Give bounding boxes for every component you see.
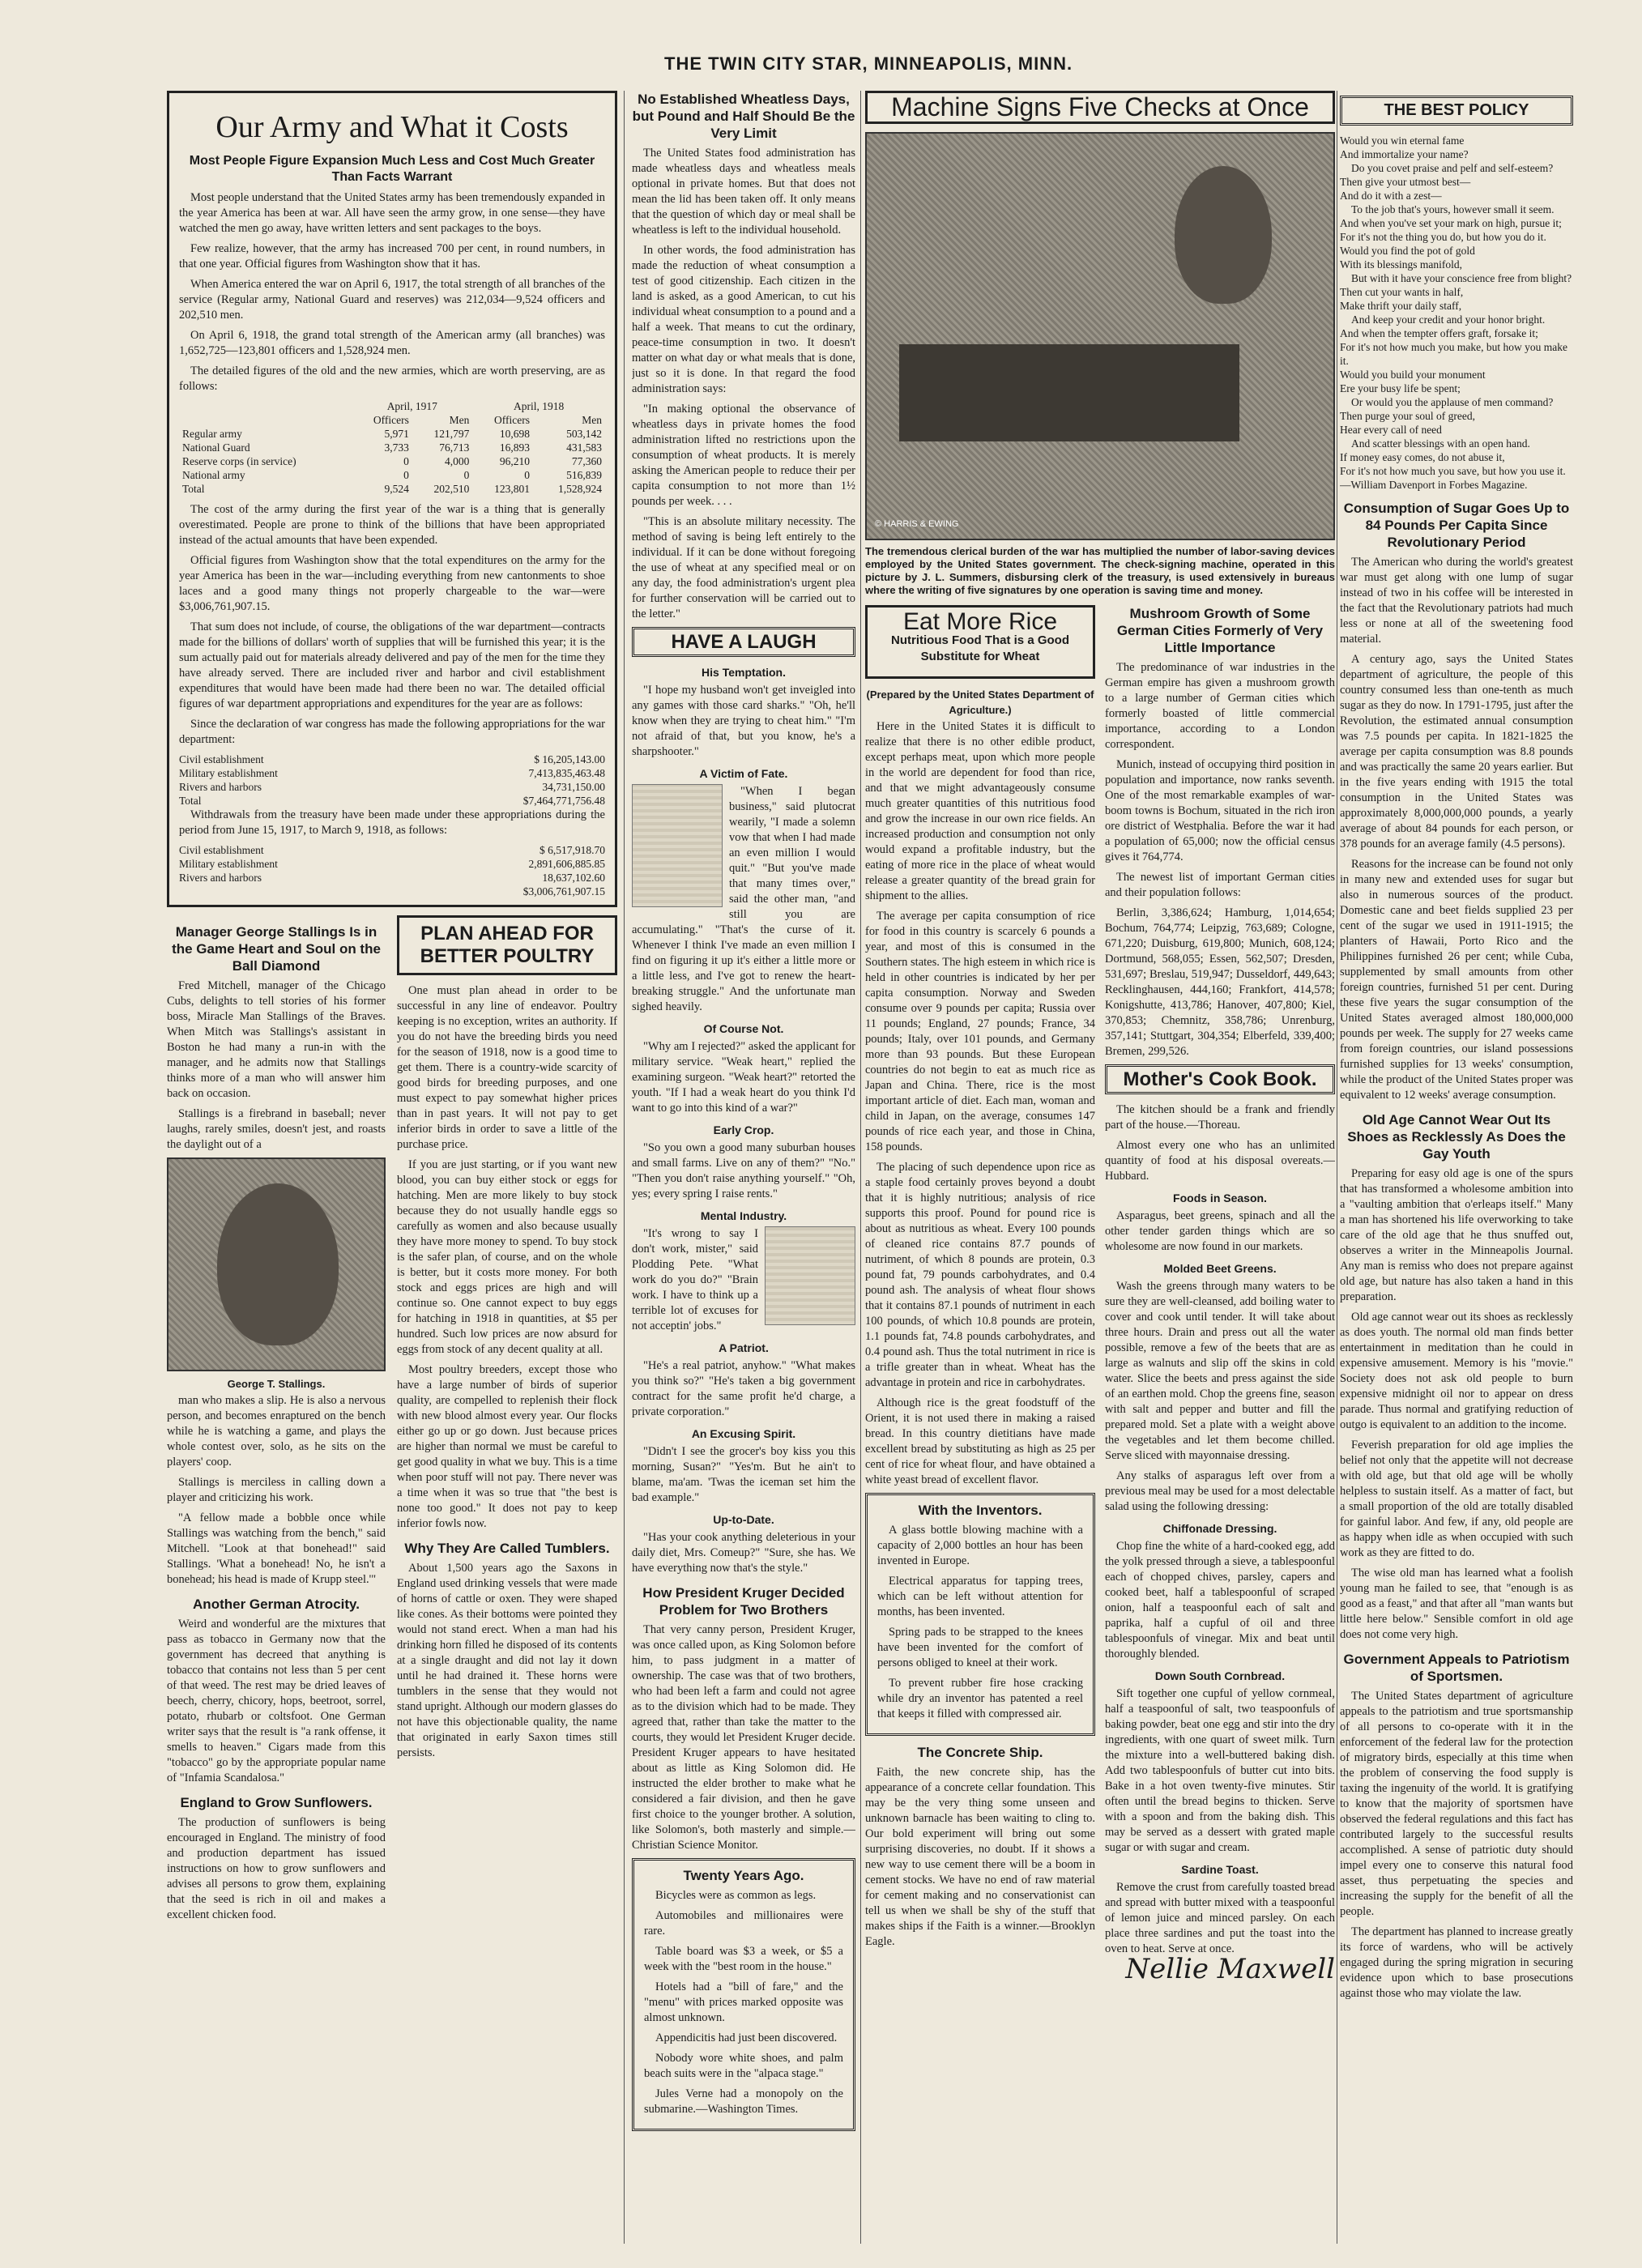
table-cell: 0: [403, 455, 409, 467]
concrete-headline: The Concrete Ship.: [917, 1745, 1043, 1760]
army-paragraph: Withdrawals from the treasury have been made under these appropriations during the period from June 15, 1917, to March 9, 1918, as follows:: [179, 808, 605, 837]
poem-line: Then purge your soul of greed,: [1340, 410, 1475, 422]
table-cell: 0: [463, 469, 470, 481]
twenty-years-box: [632, 1858, 855, 2131]
policy-poem: [1340, 134, 1573, 492]
poem-line: For it's not how much you save, but how you use it.: [1340, 465, 1566, 477]
column-4: [1340, 91, 1573, 2252]
army-paragraph: When America entered the war on April 6, 1917, the total strength of all branches of the service (Regular army, National Guard and reserves) was 212,034—9,524 officers and 202,510 men.: [179, 278, 605, 322]
recipe-text: Wash the greens through many waters to be sure they are well-cleansed, add boiling water to cover and cook until tender. It will take about three hours. Drain and press out all the water possible, remove a few of the beets that are as large as walnuts and slip off the skins in cold water. Slice the beets and press against the side of an earthen mold. Chop the greens fine, season with salt and pepper and butter and fill the prepared mold. Set a plate with a weight above the vegetables and let them become chilled. Serve sliced with mayonnaise dressing.: [1105, 1280, 1335, 1462]
joke-title: His Temptation.: [702, 666, 786, 679]
inventors-paragraph: Spring pads to be strapped to the knees have been invented for the comfort of persons obliged to kneel at their work.: [877, 1626, 1083, 1669]
table-row: [179, 482, 605, 496]
appropriations-list: [179, 752, 605, 808]
cookbook-headline: Mother's Cook Book.: [1123, 1068, 1317, 1090]
sunflowers-paragraph: The production of sunflowers is being encouraged in England. The ministry of food and production department has issued instructions on how to grow sunflowers and advises all persons to grow them, explaining that the seed is rich in oil and makes a excellent chicken food.: [167, 1816, 386, 1921]
sportsmen-headline: Government Appeals to Patriotism of Sportsmen.: [1343, 1652, 1570, 1684]
rice-paragraph: Although rice is the great foodstuff of the Orient, it is not used there in making a raised bread. In this country dietitians have made excellent bread by substituting as high as 25 per cent of rice for wheat flour, and have obtained a white yeast bread of excellent flavor.: [865, 1396, 1095, 1486]
table-cell: 5,971: [384, 428, 409, 440]
poem-line: For it's not how much you make, but how you make it.: [1340, 341, 1568, 367]
stallings-headline: Manager George Stallings Is in the Game Heart and Soul on the Ball Diamond: [172, 924, 381, 974]
poem-line: Would you win eternal fame: [1340, 134, 1465, 147]
list-item: Bicycles were as common as legs.: [655, 1889, 817, 1902]
recipe-title: Down South Cornbread.: [1154, 1669, 1286, 1682]
oldage-paragraph: Preparing for easy old age is one of the spurs that has transformed a wholesome ambition into a "vaulting ambition that o'erleaps itself." Many a man has shortened his life overworking to take care of the old age that he thus snuffed out, observes a writer in the Minneapolis Journal. Any man is remiss who does not prepare against old age, but nature has also taken a hand in this preparation.: [1340, 1167, 1573, 1303]
rice-headline: Eat More Rice: [902, 608, 1058, 635]
inventors-paragraph: A glass bottle blowing machine with a capacity of 2,000 bottles an hour has been invented in Europe.: [877, 1524, 1083, 1567]
oldage-paragraph: The wise old man has learned what a foolish young man he failed to see, that "enough is as good as a feast," and that after all "man wants but little here below." Sensible comfort in old age does not come very high.: [1340, 1567, 1573, 1641]
table-cell: National Guard: [182, 441, 250, 454]
lower-middle-block: [865, 605, 1335, 1985]
sunflowers-headline: England to Grow Sunflowers.: [180, 1795, 373, 1810]
photo-credit: © HARRIS & EWING: [875, 519, 959, 529]
table-cell: 16,893: [499, 441, 530, 454]
table-header: April, 1918: [514, 400, 565, 412]
portrait-figure: [217, 1183, 339, 1345]
army-paragraph: The cost of the army during the first year of the war is a thing that is generally overestimated. People are prone to think of the billions that have been appropriated instead of the actual amounts that have been expended.: [179, 503, 605, 547]
joke-text: "He's a real patriot, anyhow." "What makes you think so?" "He's taken a big government contract for the same profit he'd charge, a private corporation.": [632, 1359, 855, 1418]
tramp-cartoon: [765, 1226, 855, 1325]
table-cell: 431,583: [566, 441, 602, 454]
poem-line: With its blessings manifold,: [1340, 258, 1462, 271]
list-item: Nobody wore white shoes, and palm beach suits were in the "alpaca stage.": [644, 2052, 843, 2080]
inventors-box: [865, 1493, 1095, 1736]
mushroom-paragraph: Berlin, 3,386,624; Hamburg, 1,014,654; Bochum, 764,774; Leipzig, 763,689; Cologne, 671,220; Duisburg, 619,800; Munich, 608,124; Dortmund, 568,055; Essen, 562,507; Dresden, 531,697; Breslau, 519,947; Dusseldorf, 449,643; Recklinghausen, 444,160; Frankfort, 414,578; Konigshutte, 413,786; Hanover, 407,800; Kiel, 370,853; Chemnitz, 358,786; Unrenburg, 357,141; Stuttgart, 304,354; Elberfeld, 339,400; Bremen, 299,526.: [1105, 906, 1335, 1058]
joke-text: "Why am I rejected?" asked the applicant for military service. "Weak heart," replied the examining surgeon. "Weak heart?" retorted the youth. "If I had a weak heart do you think I'd want to go into this kind of a war?": [632, 1040, 855, 1115]
twenty-headline: Twenty Years Ago.: [683, 1868, 804, 1883]
masthead: THE TWIN CITY STAR, MINNEAPOLIS, MINN.: [664, 53, 1073, 74]
wheatless-paragraph: "This is an absolute military necessity. The method of saving is being left entirely to the individual. If it can be done without foregoing the use of wheat at any specified meal or on any day, the food administration's urgent plea for further conservation will be carried out to the letter.": [632, 515, 855, 620]
poultry-paragraph: Most poultry breeders, except those who have a large number of birds of superior quality, are compelled to replenish their flock with new blood almost every year. Our flocks either go up or go down. Just because prices are higher than normal we must be careful to get good quality in what we buy. This is a time when poor stuff will not pay. There never was a time when it was so true that "the best is none too good." It does not pay to keep inferior fowls now.: [397, 1363, 617, 1530]
table-cell: 516,839: [566, 469, 602, 481]
army-headline: Our Army and What it Costs: [215, 110, 569, 144]
policy-headline: THE BEST POLICY: [1384, 101, 1529, 119]
table-cell: 121,797: [433, 428, 470, 440]
rice-credit: (Prepared by the United States Department of Agriculture.): [866, 688, 1094, 716]
army-paragraph: Most people understand that the United States army has been tremendously expanded in the year America has been at war. All have seen the army grow, in one sense—they have watched the men go away, have written letters and sent packages to the boys.: [179, 191, 605, 235]
sugar-paragraph: The American who during the world's greatest war must get along with one lump of sugar instead of two in his coffee will be interested in the fact that the Revolutionary patriots had much less or none at all of the sweetening food material.: [1340, 556, 1573, 646]
laugh-headline-box: [632, 627, 855, 657]
poultry-paragraph: If you are just starting, or if you want new blood, you can buy either stock or eggs for hatching. Men are more likely to buy stock because they do not usually handle eggs so carefully as women and also because usually they have more money to spend. To buy stock is the safer plan, of course, and on the whole is better, but it costs more money. For both stock and eggs prices are high and will continue so. One cannot expect to buy eggs for hatching in 1918 in quantities, at $5 per hundred. Such low prices are now absurd for eggs from stock of any decent quality at all.: [397, 1158, 617, 1356]
sugar-paragraph: Reasons for the increase can be found not only in many new and extended uses for sugar but also in numerous sources of the product. Domestic cane and beet fields supplied 23 per cent of the sugar we used in 1911-1915; the planters of Hawaii, Porto Rico and the Philippines furnished 26 per cent; while Cuba, supplemented by small amounts from other foreign countries, furnished 51 per cent. During these five years the sugar consumption of the United States averaged almost 180,000,000 pounds per week. The supply for 27 weeks came from foreign countries, our island possessions furnished supplies for 13 weeks' consumption, while the product of the United States proper was equivalent to 12 weeks' average consumption.: [1340, 858, 1573, 1102]
poem-line: If money easy comes, do not abuse it,: [1340, 451, 1505, 463]
kruger-paragraph: That very canny person, President Kruger, was once called upon, as King Solomon before him, to pass judgment in a matter of ownership. The case was that of two brothers, who had been left a farm and could not agree as to the division which had to be made. They agreed that, rather than take the matter to the courts, they would let President Kruger decide. President Kruger appears to have hesitated about as little as King Solomon did. He instructed the elder brother to make what he considered a fair division, and then he gave first choice to the younger brother. A solution, like Solomon's, both masterly and simple.—Christian Science Monitor.: [632, 1623, 855, 1852]
wheatless-headline: No Established Wheatless Days, but Pound and Half Should Be the Very Limit: [632, 92, 855, 141]
table-cell: 0: [524, 469, 530, 481]
recipe-title: Foods in Season.: [1173, 1192, 1267, 1204]
joke-text: "Didn't I see the grocer's boy kiss you this morning, Susan?" "Yes'm. But he ain't to blame, ma'am. 'Twas the iceman set him the bad example.": [632, 1445, 855, 1504]
recipe-text: Chop fine the white of a hard-cooked egg, add the yolk pressed through a sieve, a tablespoonful each of chopped chives, parsley, capers and cooked beet, half a tablespoonful of scraped onion, half a teaspoonful each of salt and paprika, half a cupful of oil and three tablespoonfuls of vinegar. Mix and beat until thoroughly blended.: [1105, 1540, 1335, 1660]
poem-line: For it's not the thing you do, but how you do it.: [1340, 231, 1546, 243]
joke-text: "When I began business," said plutocrat wearily, "I made a solemn vow that when I had made an even million I would quit." "But you've made that many times over," said the other man, "and still you are accumulating." "That's the curse of it. Whenever I think I've made an even million I find on figuring it up it's either a little more or a little less, and I've got to renew the heart-breaking struggle." And the unfortunate man sighed heavily.: [632, 785, 855, 1013]
joke-title: An Excusing Spirit.: [691, 1427, 796, 1440]
tumblers-headline: Why They Are Called Tumblers.: [404, 1541, 610, 1556]
plutocrat-cartoon: [632, 784, 723, 907]
operator-figure: [1175, 166, 1272, 304]
joke-text: "So you own a good many suburban houses and small farms. Live on any of them?" "No." "Then you don't raise anything yourself." "Oh, yes; every spring I raise rents.": [632, 1141, 855, 1200]
column-rule: [860, 91, 861, 2244]
list-item: $3,006,761,907.15: [522, 885, 605, 897]
column-rule: [624, 91, 625, 2244]
recipe-title: Molded Beet Greens.: [1163, 1262, 1277, 1275]
table-header: April, 1917: [386, 400, 437, 412]
poultry-headline-box: [397, 915, 617, 975]
list-item: Civil establishment $ 16,205,143.00: [179, 753, 605, 765]
table-row: [179, 454, 605, 468]
kruger-headline: How President Kruger Decided Problem for Two Brothers: [642, 1585, 845, 1618]
table-cell: Total: [182, 483, 205, 495]
list-item: Appendicitis had just been discovered.: [655, 2031, 838, 2044]
cookbook-quote: Almost every one who has an unlimited quantity of food at his disposal overeats.—Hubbard.: [1105, 1139, 1335, 1183]
sportsmen-paragraph: The department has planned to increase greatly its force of wardens, who will be actively engaged during the spring migration in securing evidence upon which to base prosecutions against those who may violate the law.: [1340, 1925, 1573, 2000]
joke-title: A Victim of Fate.: [699, 767, 788, 780]
oldage-paragraph: Feverish preparation for old age implies the belief not only that the appetite will not decrease with old age, but that old age will be wholly helpless to sustain itself. As a matter of fact, but a small proportion of the old are totally disabled for gainful labor. And few, if any, old people are as happy when idle as when occupied with such work as they are fitted to do.: [1340, 1439, 1573, 1559]
table-row: [179, 427, 605, 441]
army-paragraph: Official figures from Washington show that the total expenditures on the army for the year America has been in the war—including everything from new cantonments to shoe laces and a good many things not properly chargeable to the war—were $3,006,761,907.15.: [179, 554, 605, 613]
joke-title: Early Crop.: [713, 1123, 774, 1136]
table-subheader: [179, 413, 352, 427]
joke-text: "I hope my husband won't get inveigled into any games with those card sharks." "Oh, he'll know when they are trying to cheat him." "I'm not afraid of that, but you know, he's a sharpshooter.": [632, 684, 855, 758]
joke-text: "It's wrong to say I don't work, mister," said Plodding Pete. "What work do you do?" "Brain work. I have to think up a terrible lot of excuses for not acceptin' jobs.": [632, 1227, 758, 1332]
army-paragraph: The detailed figures of the old and the new armies, which are worth preserving, are as follows:: [179, 364, 605, 393]
poem-line: Would you find the pot of gold: [1340, 245, 1475, 257]
machine-caption: The tremendous clerical burden of the war has multiplied the number of labor-saving devices employed by the United States government. The check-signing machine, operated in this picture by J. L. Summers, disbursing clerk of the treasury, is used extensively in bureaus where the writing of five signatures by one operation is saving time and money.: [865, 545, 1335, 596]
oldage-headline: Old Age Cannot Wear Out Its Shoes as Recklessly As Does the Gay Youth: [1347, 1112, 1566, 1162]
machine-headline: Machine Signs Five Checks at Once: [891, 92, 1309, 122]
poultry-column: [397, 915, 617, 1928]
table-header: [179, 399, 352, 413]
poem-line: And when you've set your mark on high, pursue it;: [1340, 217, 1562, 229]
rice-paragraph: Here in the United States it is difficult to realize that there is no other edible product, except perhaps meat, upon which more people in the world are dependent for food than rice, and that we might advantageously consume much greater quantities of this nutritious food and grow the increase in our own rice fields. An increased production and consumption not only would expand a profitable industry, but the eating of more rice in the place of wheat would release a greater quantity of the bread grain for shipment to the allies.: [865, 720, 1095, 902]
recipe-title: Sardine Toast.: [1181, 1863, 1259, 1876]
tumblers-paragraph: About 1,500 years ago the Saxons in England used drinking vessels that were made of horns of cattle or oxen. They were shaped like cones. As their bottoms were pointed they would not stand erect. When a man had his drinking horn filled he disposed of its contents at a single draught and did not lay it down until he had drained it. These horns were tumblers in the sense that they would not stand upright. Although our modern glasses do not have this objectionable quality, the name that originated in early Saxon times still persists.: [397, 1562, 617, 1759]
withdrawals-list: [179, 843, 605, 898]
table-cell: Regular army: [182, 428, 242, 440]
poem-line: Ere your busy life be spent;: [1340, 382, 1461, 394]
list-item: Rivers and harbors 34,731,150.00: [179, 781, 605, 793]
table-row: [179, 468, 605, 482]
table-cell: 4,000: [444, 455, 470, 467]
army-strength-table: [179, 399, 605, 496]
joke-title: Up-to-Date.: [713, 1513, 774, 1526]
atrocity-paragraph: Weird and wonderful are the mixtures that pass as tobacco in Germany now that the government has decreed that anything is tobacco that contains not less than 5 per cent of that weed. The rest may be dried leaves of beech, cherry, chicory, hops, beetroot, sorrel, potato, rhubarb or coltsfoot. One German writer says that the result is "a rank offense, it smells to heaven." Cigars made from this "tobacco" go by the appropriate popular name of "Infamia Scandalosa.": [167, 1618, 386, 1784]
oldage-paragraph: Old age cannot wear out its shoes as recklessly as does youth. The normal old man finds better entertainment in meditation than he could in expensive amusement. Memory is his "movie." Society does not ask old people to burn expensive midnight oil nor to appear on dress parade. Thus normal and gratifying reduction of outgo is equivalent to an addition to the income.: [1340, 1311, 1573, 1431]
laugh-headline: HAVE A LAUGH: [671, 631, 817, 653]
poem-line: And immortalize your name?: [1340, 148, 1469, 160]
recipe-text: Asparagus, beet greens, spinach and all the other tender garden things which are so wholesome are now found in our markets.: [1105, 1209, 1335, 1253]
inventors-headline: With the Inventors.: [918, 1503, 1043, 1518]
table-cell: 503,142: [566, 428, 602, 440]
sugar-paragraph: A century ago, says the United States department of agriculture, the people of this country consumed less than one-tenth as much sugar as they do now. In 1791-1795, just after the Revolution, the estimated annual consumption was 7.5 pounds per capita. In 1821-1825 the average per capita consumption was 8.8 pounds and was practically the same 20 years earlier. But in the five years ending with 1915 the total consumption in the United States was approximately 8,000,000,000 pounds, a yearly average of about 84 pounds for each person, or 378 pounds for an average family (4.5 persons).: [1340, 653, 1573, 850]
poem-line: Hear every call of need: [1340, 424, 1442, 436]
joke-text: "Has your cook anything deleterious in your daily diet, Mrs. Comeup?" "Sure, she has. We have everything now that's the style.": [632, 1531, 855, 1575]
stallings-paragraph: Fred Mitchell, manager of the Chicago Cubs, delights to tell stories of his former boss, Miracle Man Stallings of the Braves. When Mitch was Stallings's assistant in Boston he had many a run-in with the manager, and he admits now that Stallings thinks more of a man who will answer him back on occasion.: [167, 979, 386, 1100]
army-paragraph: On April 6, 1918, the grand total strength of the American army (all branches) was 1,652,725—123,801 officers and 1,528,924 men.: [179, 329, 605, 357]
list-item: Military establishment 2,891,606,885.85: [179, 858, 605, 870]
mushroom-paragraph: The newest list of important German cities and their population follows:: [1105, 871, 1335, 899]
stallings-paragraph: Stallings is a firebrand in baseball; never laughs, rarely smiles, doesn't jest, and roasts the daylight out of a: [167, 1107, 386, 1151]
recipe-title: Chiffonade Dressing.: [1162, 1522, 1277, 1535]
inventors-paragraph: To prevent rubber fire hose cracking while dry an inventor has patented a reel that keeps it filled with compressed air.: [877, 1677, 1083, 1720]
lower-left-block: [167, 915, 617, 1928]
rice-deck: Nutritious Food That is a Good Substitute for Wheat: [891, 633, 1069, 663]
rice-headline-box: [865, 605, 1095, 679]
stallings-paragraph: man who makes a slip. He is also a nervous person, and becomes enraptured on the bench while he is watching a game, and plays the whole contest over, solo, as he sits on the players' coop.: [167, 1394, 386, 1469]
table-cell: Reserve corps (in service): [182, 455, 296, 467]
recipe-text: Sift together one cupful of yellow cornmeal, half a teaspoonful of salt, two teaspoonfuls of baking powder, beat one egg and stir into the dry ingredients, with one quart of sweet milk. Turn the mixture into a well-buttered baking dish. Add two tablespoonfuls of butter cut into bits. Bake in a hot oven twenty-five minutes. Stir often until the bread begins to thicken. Serve with a spoon and from the baking dish. This may be served as a dessert with grated maple sugar or with sugar and cream.: [1105, 1687, 1335, 1854]
table-cell: 76,713: [439, 441, 470, 454]
poem-line: Or would you the applause of men command?: [1351, 396, 1554, 408]
stallings-caption: George T. Stallings.: [227, 1378, 326, 1390]
joke-title: A Patriot.: [719, 1341, 769, 1354]
army-article: [167, 91, 617, 907]
poem-line: Would you build your monument: [1340, 369, 1486, 381]
table-cell: 96,210: [499, 455, 530, 467]
column-1: [167, 91, 617, 2252]
poem-line: And do it with a zest—: [1340, 190, 1442, 202]
list-item: Rivers and harbors 18,637,102.60: [179, 872, 605, 884]
mushroom-paragraph: Munich, instead of occupying third position in population and importance, now ranks seventh. One of the most remarkable examples of war-boom towns is Bochum, situated in the rich iron ore district of Westphalia. Before the war it had a population of 65,000; now the official census gives it 764,774.: [1105, 758, 1335, 863]
mushroom-headline: Mushroom Growth of Some German Cities Formerly of Very Little Importance: [1116, 606, 1324, 655]
table-cell: National army: [182, 469, 245, 481]
army-paragraph: Since the declaration of war congress has made the following appropriations for the war department:: [179, 718, 605, 746]
policy-headline-box: [1340, 96, 1573, 126]
joke-title: Of Course Not.: [703, 1022, 784, 1035]
table-cell: 123,801: [494, 483, 530, 495]
rice-column: [865, 605, 1095, 1977]
sugar-headline: Consumption of Sugar Goes Up to 84 Pounds Per Capita Since Revolutionary Period: [1343, 501, 1570, 550]
table-cell: 202,510: [433, 483, 470, 495]
cookbook-headline-box: [1105, 1064, 1335, 1094]
atrocity-headline: Another German Atrocity.: [193, 1597, 360, 1612]
machine-headline-box: [865, 91, 1335, 124]
recipe-text: Any stalks of asparagus left over from a previous meal may be used for a most delectable salad using the following dressing:: [1105, 1469, 1335, 1513]
list-item: Total $7,464,771,756.48: [179, 795, 605, 807]
table-subheader: Officers: [493, 414, 530, 426]
cookbook-quote: The kitchen should be a frank and friendly part of the house.—Thoreau.: [1105, 1103, 1335, 1132]
list-item: Automobiles and millionaires were rare.: [644, 1909, 843, 1938]
poem-line: And scatter blessings with an open hand.: [1351, 437, 1530, 450]
table-cell: 77,360: [571, 455, 602, 467]
machine-shape: [899, 344, 1239, 441]
table-cell: 0: [403, 469, 409, 481]
signature: Nellie Maxwell: [1125, 1953, 1335, 1985]
poultry-paragraph: One must plan ahead in order to be successful in any line of endeavor. Poultry keeping is no exception, writes an authority. If you do not have the breeding birds you need for the season of 1918, now is a good time to get them. There is a country-wide scarcity of good birds for breeding purposes, and one must expect to pay somewhat higher prices than in past years. It will not pay to get inferior birds in order to save a little of the purchase price.: [397, 984, 617, 1151]
list-item: Hotels had a "bill of fare," and the "menu" with prices marked opposite was almost unknown.: [644, 1980, 843, 2024]
column-3: [865, 91, 1335, 2252]
army-paragraph: That sum does not include, of course, the obligations of the war department—contracts made for the billions of dollars' worth of supplies that will be furnished this year; it is the sum actually paid out for materials already delivered and pay of the men for the time they have already served. There are included river and harbor and civil establishment expenditures that would have been made had there been no war. The detailed official figures of war department appropriations and expenditures for the year are as follows:: [179, 620, 605, 710]
check-machine-photo: [865, 132, 1335, 540]
stallings-paragraph: "A fellow made a bobble once while Stallings was watching from the bench," said Mitchell. "Look at that bonehead!" said Stallings. 'What a bonehead! No, he isn't a bonehead; his head is made of Krupp steel.'": [167, 1511, 386, 1586]
wheatless-paragraph: The United States food administration has made wheatless days and wheatless meals optional in private homes. But that does not mean the lid has been taken off. It only means that the question of which day or meal shall be wheatless is left to the individual household.: [632, 147, 855, 237]
joke-title: Mental Industry.: [700, 1209, 787, 1222]
recipe-text: Remove the crust from carefully toasted bread and spread with butter mixed with a teaspoonful of lemon juice and minced parsley. On each place three sardines and put the toast into the oven to heat. Serve at once.: [1105, 1881, 1335, 1955]
army-deck: Most People Figure Expansion Much Less and Cost Much Greater Than Facts Warrant: [189, 154, 595, 184]
poem-line: But with it have your conscience free from blight?: [1351, 272, 1572, 284]
table-subheader: Officers: [373, 414, 409, 426]
rice-paragraph: The placing of such dependence upon rice as a staple food certainly proves beyond a doubt that it is highly nutritious; analysis of rice supports this proof. Pound for pound rice is about as nutritious as wheat. Every 100 pounds of cleaned rice contains 87.7 pounds of nutriment, of which 8 pounds are protein, 0.3 pound fat, 79 pounds carbohydrates, and 0.4 pound ash. The analysis of wheat flour shows that it contains 87.1 pounds of nutriment in each 100 pounds, of which 10.8 pounds are protein, 1.1 pounds fat, 74.8 pounds carbohydrates, and 0.4 pound ash. Thus the total nutriment in rice is a trifle greater than in wheat. Wheat has the advantage in protein and rice in carbohydrates.: [865, 1161, 1095, 1389]
stallings-paragraph: Stallings is merciless in calling down a player and criticizing his work.: [167, 1476, 386, 1504]
table-cell: 10,698: [499, 428, 530, 440]
poem-line: Make thrift your daily staff,: [1340, 300, 1462, 312]
list-item: Civil establishment $ 6,517,918.70: [179, 844, 605, 856]
poultry-headline: PLAN AHEAD FOR BETTER POULTRY: [420, 923, 595, 967]
poem-line: To the job that's yours, however small it seem.: [1351, 203, 1555, 215]
mushroom-paragraph: The predominance of war industries in the German empire has given a mushroom growth to a large number of German cities which formerly boasted of little commercial importance, according to a London correspondent.: [1105, 661, 1335, 751]
poem-attribution: —William Davenport in Forbes Magazine.: [1340, 479, 1528, 491]
poem-line: Then cut your wants in half,: [1340, 286, 1464, 298]
table-cell: 1,528,924: [558, 483, 602, 495]
rice-paragraph: The average per capita consumption of rice for food in this country is scarcely 6 pounds a year, and most of this is consumed in the Southern states. The high esteem in which rice is held in other countries is indicated by her per capita consumption. Norway and Sweden consume over 9 pounds per capita; Russia over 11 pounds; England, 27 pounds; France, 34 pounds; Italy, over 101 pounds, and Germany more than 93 pounds. But these European countries do not begin to eat as much rice as Japan and China. There, rice is the most important article of diet. Each man, woman and child in Japan, on the average, consumes 147 pounds of rice each year, and those in China, 158 pounds.: [865, 910, 1095, 1153]
sportsmen-paragraph: The United States department of agriculture appeals to the patriotism and true sportsmanship of all persons to co-operate with it in the enforcement of the federal law for the protection of migratory birds, especially at this time when the problem of conserving the food supply is taxing the ingenuity of the world. It is gratifying to know that the majority of sportsmen have observed the federal regulations and this fact has contributed largely to the successful results accomplished. A sense of patriotic duty should impel every one to conserve this natural food asset, thus perpetuating the species and increasing the supply for the benefit of all the people.: [1340, 1690, 1573, 1918]
table-cell: 9,524: [384, 483, 409, 495]
stallings-photo: [167, 1157, 386, 1371]
mushroom-column: [1105, 605, 1335, 1985]
poem-line: Do you covet praise and pelf and self-esteem?: [1351, 162, 1554, 174]
wheatless-paragraph: In other words, the food administration has made the reduction of wheat consumption a test of good citizenship. Each citizen in the land is asked, as a good American, to cut his individual wheat consumption to a pound and a half a week. That means to cut the ordinary, peace-time consumption in two. It doesn't matter on what day or what meals that is done, just so it is done. In that regard the food administration says:: [632, 244, 855, 395]
table-subheader: Men: [449, 414, 470, 426]
list-item: Military establishment 7,413,835,463.48: [179, 767, 605, 779]
poem-line: And when the tempter offers graft, forsake it;: [1340, 327, 1538, 339]
table-subheader: Men: [582, 414, 602, 426]
concrete-paragraph: Faith, the new concrete ship, has the appearance of a concrete cellar foundation. This may be the very thing some unseen and unknown barnacle has been waiting to cling to. Our bold experiment will bring out some surprising discoveries, no doubt. If it shows a new way to use cement there will be a boom in cement stocks. We have no end of raw material for cement making and no conservationist can tell us when we shall be shy of the stuff that makes ships if the Faith is a winner.—Brooklyn Eagle.: [865, 1766, 1095, 1948]
list-item: Jules Verne had a monopoly on the submarine.—Washington Times.: [644, 2087, 843, 2116]
poem-line: Then give your utmost best—: [1340, 176, 1471, 188]
list-item: Table board was $3 a week, or $5 a week with the "best room in the house.": [644, 1945, 843, 1973]
column-2: [632, 91, 855, 2252]
stallings-column: [167, 915, 386, 1928]
table-cell: 3,733: [384, 441, 409, 454]
wheatless-paragraph: "In making optional the observance of wheatless days in private homes the food administration lifted no restrictions upon the consumption of wheat products. It is merely asking the American people to reduce their per capita consumption to not more than 1½ pounds per week. . . .: [632, 403, 855, 508]
poem-line: And keep your credit and your honor bright.: [1351, 313, 1546, 326]
inventors-paragraph: Electrical apparatus for tapping trees, which can be left without attention for months, has been invented.: [877, 1575, 1083, 1618]
table-row: [179, 441, 605, 454]
army-paragraph: Few realize, however, that the army has increased 700 per cent, in round numbers, in that one year. Official figures from Washington show that it has.: [179, 242, 605, 271]
